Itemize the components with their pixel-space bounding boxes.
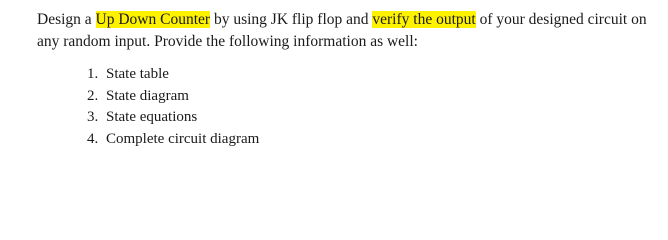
list-item-text: State equations — [106, 109, 198, 125]
list-item-number: 1. — [87, 66, 99, 82]
list-item — [87, 86, 259, 108]
question-suffix: of your designed circuit on — [475, 11, 647, 28]
question-middle: by using JK flip flop and — [210, 11, 373, 28]
list-item-text: Complete circuit diagram — [106, 130, 260, 147]
question-prefix: Design a — [37, 11, 96, 28]
highlight-up-down-counter: Up Down Counter — [95, 11, 211, 28]
requirements-list — [87, 64, 259, 150]
list-item — [87, 64, 259, 86]
question-paragraph — [37, 9, 662, 53]
list-item — [87, 107, 259, 129]
list-item — [87, 129, 259, 151]
question-line-1 — [37, 9, 662, 31]
list-item-text: State diagram — [106, 87, 189, 104]
highlight-verify-output: verify the output — [372, 11, 476, 28]
list-item-number: 4. — [87, 130, 99, 147]
list-item-number: 3. — [87, 109, 99, 125]
question-line-2: any random input. Provide the following information as well: — [37, 33, 418, 50]
list-item-text: State table — [106, 66, 169, 82]
list-item-number: 2. — [87, 87, 99, 104]
